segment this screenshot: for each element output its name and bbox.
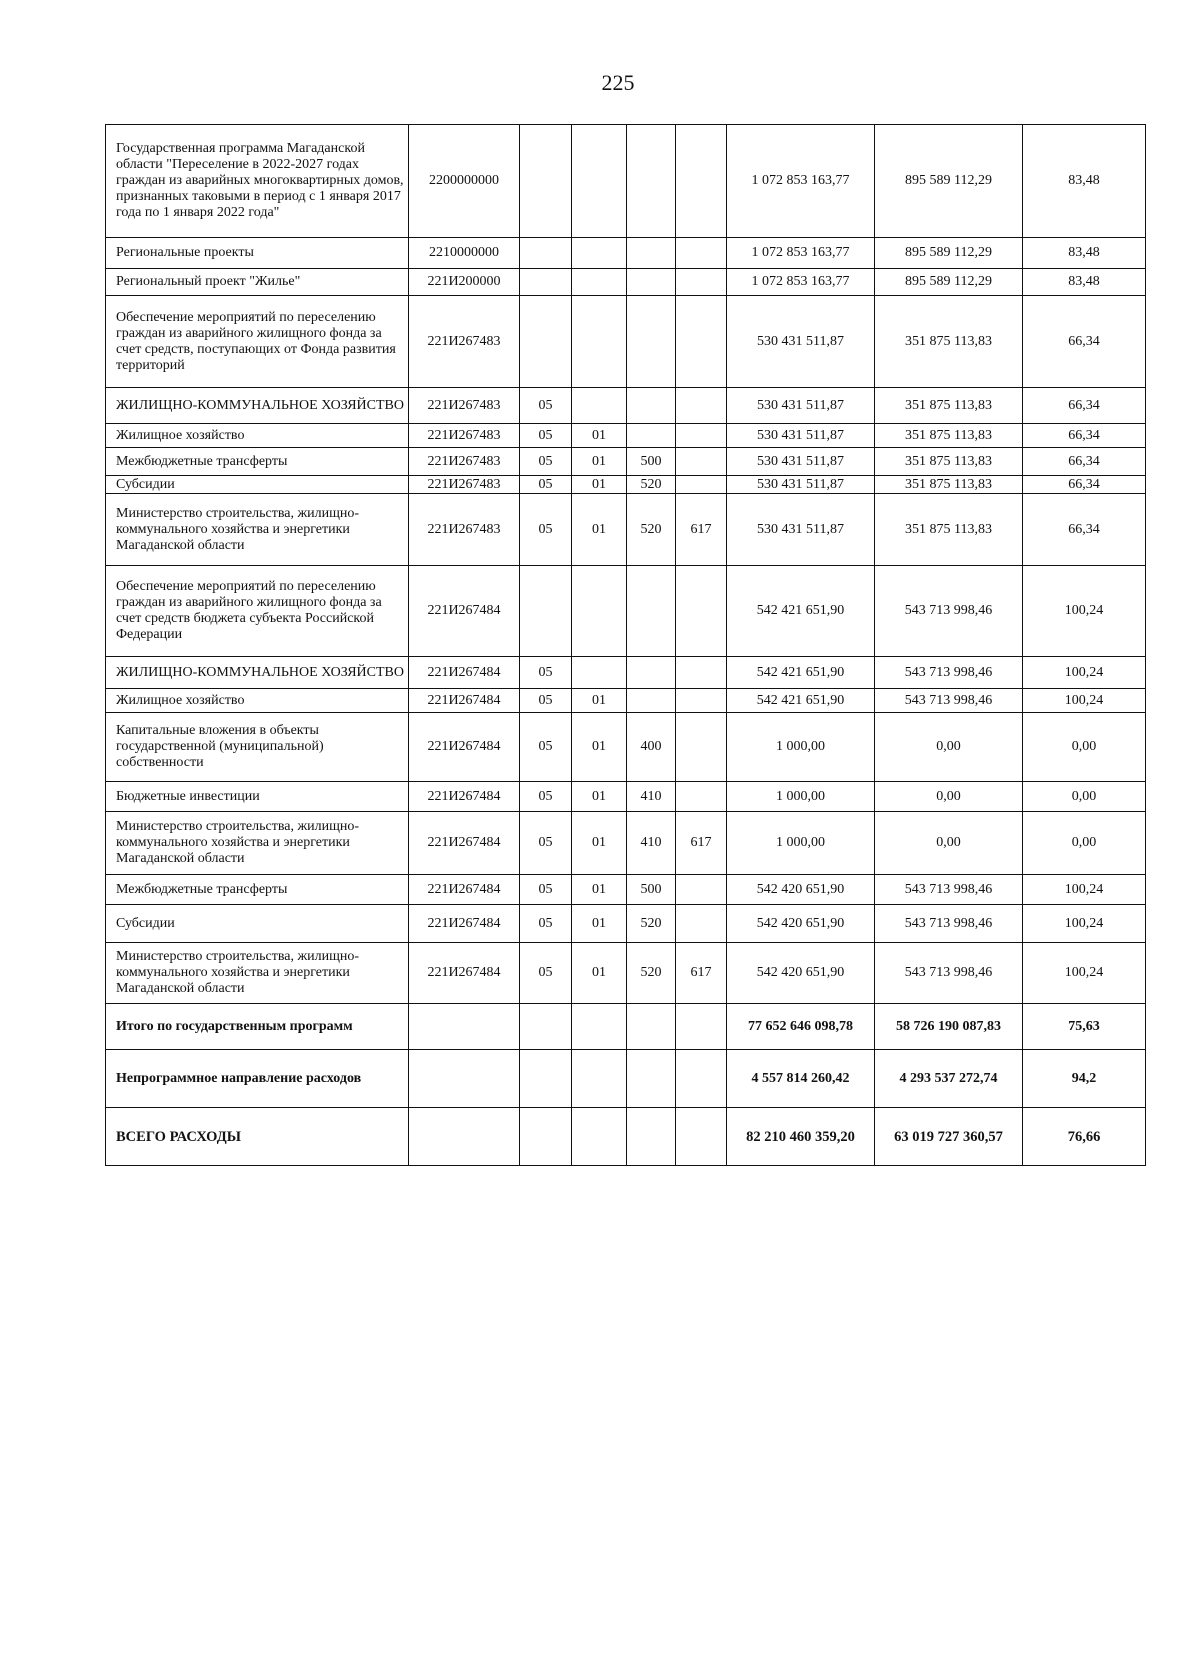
table-row bbox=[106, 905, 1146, 943]
planned-amount-cell: 1 000,00 bbox=[727, 812, 875, 875]
expense-type-code-cell bbox=[627, 424, 676, 448]
execution-percent-cell: 83,48 bbox=[1023, 125, 1146, 238]
subsection-code-cell bbox=[572, 269, 627, 296]
execution-percent-cell: 0,00 bbox=[1023, 713, 1146, 782]
row-name-cell: Межбюджетные трансферты bbox=[106, 875, 409, 905]
execution-percent-cell: 66,34 bbox=[1023, 296, 1146, 388]
table-row bbox=[106, 566, 1146, 657]
section-code-cell: 05 bbox=[520, 875, 572, 905]
planned-amount-cell: 1 000,00 bbox=[727, 713, 875, 782]
planned-amount-cell: 1 072 853 163,77 bbox=[727, 125, 875, 238]
actual-amount-cell: 543 713 998,46 bbox=[875, 905, 1023, 943]
csr-code-cell: 221И267484 bbox=[409, 566, 520, 657]
csr-code-cell: 2200000000 bbox=[409, 125, 520, 238]
actual-amount-cell: 895 589 112,29 bbox=[875, 125, 1023, 238]
csr-code-cell: 221И267484 bbox=[409, 713, 520, 782]
row-name-cell: Обеспечение мероприятий по переселению граждан из аварийного жилищного фонда за счет средств бюджета субъекта Российской Федерации bbox=[106, 566, 409, 657]
administrator-code-cell bbox=[676, 388, 727, 424]
csr-code-cell bbox=[409, 1050, 520, 1108]
execution-percent-cell: 100,24 bbox=[1023, 943, 1146, 1004]
table-row bbox=[106, 448, 1146, 476]
section-code-cell: 05 bbox=[520, 657, 572, 689]
subsection-code-cell: 01 bbox=[572, 424, 627, 448]
actual-amount-cell: 0,00 bbox=[875, 713, 1023, 782]
administrator-code-cell: 617 bbox=[676, 812, 727, 875]
section-code-cell: 05 bbox=[520, 713, 572, 782]
actual-amount-cell: 58 726 190 087,83 bbox=[875, 1004, 1023, 1050]
section-code-cell: 05 bbox=[520, 905, 572, 943]
subsection-code-cell: 01 bbox=[572, 494, 627, 566]
planned-amount-cell: 530 431 511,87 bbox=[727, 494, 875, 566]
planned-amount-cell: 542 420 651,90 bbox=[727, 875, 875, 905]
expense-type-code-cell bbox=[627, 657, 676, 689]
table-row bbox=[106, 689, 1146, 713]
row-name-cell: Итого по государственным программ bbox=[106, 1004, 409, 1050]
subsection-code-cell: 01 bbox=[572, 476, 627, 494]
expense-type-code-cell bbox=[627, 388, 676, 424]
section-code-cell: 05 bbox=[520, 812, 572, 875]
actual-amount-cell: 351 875 113,83 bbox=[875, 424, 1023, 448]
expenditure-table bbox=[105, 124, 1146, 1166]
execution-percent-cell: 83,48 bbox=[1023, 238, 1146, 269]
expense-type-code-cell: 520 bbox=[627, 905, 676, 943]
administrator-code-cell bbox=[676, 905, 727, 943]
row-name-cell: Жилищное хозяйство bbox=[106, 689, 409, 713]
administrator-code-cell bbox=[676, 875, 727, 905]
planned-amount-cell: 530 431 511,87 bbox=[727, 476, 875, 494]
csr-code-cell: 221И267484 bbox=[409, 943, 520, 1004]
subsection-code-cell bbox=[572, 657, 627, 689]
csr-code-cell: 221И267484 bbox=[409, 782, 520, 812]
administrator-code-cell bbox=[676, 476, 727, 494]
administrator-code-cell bbox=[676, 782, 727, 812]
expense-type-code-cell: 520 bbox=[627, 494, 676, 566]
row-name-cell: Министерство строительства, жилищно-коммунального хозяйства и энергетики Магаданской области bbox=[106, 943, 409, 1004]
csr-code-cell: 221И267484 bbox=[409, 689, 520, 713]
execution-percent-cell: 83,48 bbox=[1023, 269, 1146, 296]
administrator-code-cell bbox=[676, 689, 727, 713]
actual-amount-cell: 895 589 112,29 bbox=[875, 238, 1023, 269]
row-name-cell: ЖИЛИЩНО-КОММУНАЛЬНОЕ ХОЗЯЙСТВО bbox=[106, 388, 409, 424]
total-row bbox=[106, 1004, 1146, 1050]
expense-type-code-cell: 500 bbox=[627, 448, 676, 476]
administrator-code-cell bbox=[676, 296, 727, 388]
administrator-code-cell bbox=[676, 657, 727, 689]
actual-amount-cell: 63 019 727 360,57 bbox=[875, 1108, 1023, 1166]
administrator-code-cell bbox=[676, 448, 727, 476]
subsection-code-cell bbox=[572, 238, 627, 269]
execution-percent-cell: 0,00 bbox=[1023, 782, 1146, 812]
expense-type-code-cell: 520 bbox=[627, 476, 676, 494]
expense-type-code-cell: 400 bbox=[627, 713, 676, 782]
section-code-cell: 05 bbox=[520, 494, 572, 566]
administrator-code-cell: 617 bbox=[676, 494, 727, 566]
table-row bbox=[106, 812, 1146, 875]
subsection-code-cell bbox=[572, 125, 627, 238]
expense-type-code-cell bbox=[627, 566, 676, 657]
administrator-code-cell bbox=[676, 1050, 727, 1108]
subsection-code-cell bbox=[572, 1050, 627, 1108]
expense-type-code-cell bbox=[627, 238, 676, 269]
subsection-code-cell bbox=[572, 566, 627, 657]
planned-amount-cell: 4 557 814 260,42 bbox=[727, 1050, 875, 1108]
subsection-code-cell bbox=[572, 296, 627, 388]
table-row bbox=[106, 388, 1146, 424]
expense-type-code-cell: 410 bbox=[627, 812, 676, 875]
subsection-code-cell: 01 bbox=[572, 943, 627, 1004]
planned-amount-cell: 542 420 651,90 bbox=[727, 905, 875, 943]
section-code-cell: 05 bbox=[520, 448, 572, 476]
table-row bbox=[106, 424, 1146, 448]
row-name-cell: Непрограммное направление расходов bbox=[106, 1050, 409, 1108]
actual-amount-cell: 543 713 998,46 bbox=[875, 875, 1023, 905]
planned-amount-cell: 530 431 511,87 bbox=[727, 388, 875, 424]
total-row bbox=[106, 1108, 1146, 1166]
row-name-cell: Обеспечение мероприятий по переселению граждан из аварийного жилищного фонда за счет средств, поступающих от Фонда развития территорий bbox=[106, 296, 409, 388]
section-code-cell bbox=[520, 1108, 572, 1166]
administrator-code-cell bbox=[676, 1004, 727, 1050]
csr-code-cell: 221И200000 bbox=[409, 269, 520, 296]
administrator-code-cell: 617 bbox=[676, 943, 727, 1004]
execution-percent-cell: 0,00 bbox=[1023, 812, 1146, 875]
execution-percent-cell: 94,2 bbox=[1023, 1050, 1146, 1108]
table-row bbox=[106, 476, 1146, 494]
execution-percent-cell: 66,34 bbox=[1023, 424, 1146, 448]
section-code-cell bbox=[520, 269, 572, 296]
csr-code-cell: 2210000000 bbox=[409, 238, 520, 269]
expense-type-code-cell bbox=[627, 1108, 676, 1166]
actual-amount-cell: 4 293 537 272,74 bbox=[875, 1050, 1023, 1108]
table-row bbox=[106, 269, 1146, 296]
csr-code-cell: 221И267484 bbox=[409, 875, 520, 905]
csr-code-cell: 221И267484 bbox=[409, 812, 520, 875]
actual-amount-cell: 351 875 113,83 bbox=[875, 388, 1023, 424]
actual-amount-cell: 543 713 998,46 bbox=[875, 566, 1023, 657]
table-row bbox=[106, 875, 1146, 905]
section-code-cell bbox=[520, 1004, 572, 1050]
row-name-cell: Капитальные вложения в объекты государственной (муниципальной) собственности bbox=[106, 713, 409, 782]
row-name-cell: Бюджетные инвестиции bbox=[106, 782, 409, 812]
planned-amount-cell: 1 000,00 bbox=[727, 782, 875, 812]
table-row bbox=[106, 125, 1146, 238]
actual-amount-cell: 895 589 112,29 bbox=[875, 269, 1023, 296]
expense-type-code-cell bbox=[627, 1050, 676, 1108]
administrator-code-cell bbox=[676, 566, 727, 657]
planned-amount-cell: 542 421 651,90 bbox=[727, 657, 875, 689]
expense-type-code-cell: 520 bbox=[627, 943, 676, 1004]
execution-percent-cell: 66,34 bbox=[1023, 388, 1146, 424]
execution-percent-cell: 66,34 bbox=[1023, 476, 1146, 494]
subsection-code-cell: 01 bbox=[572, 812, 627, 875]
planned-amount-cell: 530 431 511,87 bbox=[727, 448, 875, 476]
row-name-cell: Региональный проект "Жилье" bbox=[106, 269, 409, 296]
execution-percent-cell: 100,24 bbox=[1023, 875, 1146, 905]
csr-code-cell: 221И267483 bbox=[409, 388, 520, 424]
execution-percent-cell: 66,34 bbox=[1023, 494, 1146, 566]
table-row bbox=[106, 238, 1146, 269]
page-number: 225 bbox=[601, 70, 635, 95]
section-code-cell: 05 bbox=[520, 388, 572, 424]
administrator-code-cell bbox=[676, 424, 727, 448]
administrator-code-cell bbox=[676, 238, 727, 269]
subsection-code-cell bbox=[572, 1004, 627, 1050]
section-code-cell bbox=[520, 238, 572, 269]
execution-percent-cell: 100,24 bbox=[1023, 566, 1146, 657]
actual-amount-cell: 543 713 998,46 bbox=[875, 657, 1023, 689]
expense-type-code-cell: 410 bbox=[627, 782, 676, 812]
table-row bbox=[106, 657, 1146, 689]
planned-amount-cell: 530 431 511,87 bbox=[727, 424, 875, 448]
section-code-cell bbox=[520, 296, 572, 388]
expense-type-code-cell: 500 bbox=[627, 875, 676, 905]
subsection-code-cell: 01 bbox=[572, 448, 627, 476]
execution-percent-cell: 75,63 bbox=[1023, 1004, 1146, 1050]
csr-code-cell bbox=[409, 1004, 520, 1050]
expense-type-code-cell bbox=[627, 1004, 676, 1050]
table-row bbox=[106, 943, 1146, 1004]
execution-percent-cell: 100,24 bbox=[1023, 905, 1146, 943]
expense-type-code-cell bbox=[627, 296, 676, 388]
csr-code-cell bbox=[409, 1108, 520, 1166]
planned-amount-cell: 1 072 853 163,77 bbox=[727, 238, 875, 269]
planned-amount-cell: 542 421 651,90 bbox=[727, 689, 875, 713]
planned-amount-cell: 82 210 460 359,20 bbox=[727, 1108, 875, 1166]
subsection-code-cell: 01 bbox=[572, 713, 627, 782]
administrator-code-cell bbox=[676, 1108, 727, 1166]
csr-code-cell: 221И267483 bbox=[409, 296, 520, 388]
row-name-cell: Субсидии bbox=[106, 905, 409, 943]
row-name-cell: Субсидии bbox=[106, 476, 409, 494]
csr-code-cell: 221И267483 bbox=[409, 424, 520, 448]
expense-type-code-cell bbox=[627, 689, 676, 713]
subsection-code-cell: 01 bbox=[572, 782, 627, 812]
actual-amount-cell: 0,00 bbox=[875, 812, 1023, 875]
expense-type-code-cell bbox=[627, 125, 676, 238]
actual-amount-cell: 543 713 998,46 bbox=[875, 689, 1023, 713]
row-name-cell: ЖИЛИЩНО-КОММУНАЛЬНОЕ ХОЗЯЙСТВО bbox=[106, 657, 409, 689]
actual-amount-cell: 351 875 113,83 bbox=[875, 476, 1023, 494]
row-name-cell: Министерство строительства, жилищно-коммунального хозяйства и энергетики Магаданской области bbox=[106, 494, 409, 566]
subsection-code-cell: 01 bbox=[572, 875, 627, 905]
expense-type-code-cell bbox=[627, 269, 676, 296]
section-code-cell bbox=[520, 125, 572, 238]
actual-amount-cell: 543 713 998,46 bbox=[875, 943, 1023, 1004]
execution-percent-cell: 66,34 bbox=[1023, 448, 1146, 476]
actual-amount-cell: 351 875 113,83 bbox=[875, 296, 1023, 388]
subsection-code-cell: 01 bbox=[572, 905, 627, 943]
section-code-cell: 05 bbox=[520, 943, 572, 1004]
planned-amount-cell: 542 420 651,90 bbox=[727, 943, 875, 1004]
total-row bbox=[106, 1050, 1146, 1108]
execution-percent-cell: 100,24 bbox=[1023, 689, 1146, 713]
csr-code-cell: 221И267483 bbox=[409, 494, 520, 566]
table-row bbox=[106, 296, 1146, 388]
planned-amount-cell: 530 431 511,87 bbox=[727, 296, 875, 388]
row-name-cell: Министерство строительства, жилищно-коммунального хозяйства и энергетики Магаданской области bbox=[106, 812, 409, 875]
subsection-code-cell bbox=[572, 1108, 627, 1166]
actual-amount-cell: 0,00 bbox=[875, 782, 1023, 812]
administrator-code-cell bbox=[676, 713, 727, 782]
administrator-code-cell bbox=[676, 125, 727, 238]
section-code-cell: 05 bbox=[520, 424, 572, 448]
csr-code-cell: 221И267483 bbox=[409, 476, 520, 494]
execution-percent-cell: 100,24 bbox=[1023, 657, 1146, 689]
planned-amount-cell: 77 652 646 098,78 bbox=[727, 1004, 875, 1050]
table-row bbox=[106, 713, 1146, 782]
subsection-code-cell: 01 bbox=[572, 689, 627, 713]
row-name-cell: Жилищное хозяйство bbox=[106, 424, 409, 448]
actual-amount-cell: 351 875 113,83 bbox=[875, 494, 1023, 566]
section-code-cell: 05 bbox=[520, 476, 572, 494]
subsection-code-cell bbox=[572, 388, 627, 424]
csr-code-cell: 221И267484 bbox=[409, 657, 520, 689]
section-code-cell bbox=[520, 1050, 572, 1108]
planned-amount-cell: 1 072 853 163,77 bbox=[727, 269, 875, 296]
row-name-cell: Государственная программа Магаданской области "Переселение в 2022-2027 годах граждан из аварийных многоквартирных домов, признанных таковыми в период с 1 января 2017 года по 1 января 2022 года" bbox=[106, 125, 409, 238]
row-name-cell: ВСЕГО РАСХОДЫ bbox=[106, 1108, 409, 1166]
csr-code-cell: 221И267483 bbox=[409, 448, 520, 476]
section-code-cell: 05 bbox=[520, 782, 572, 812]
row-name-cell: Межбюджетные трансферты bbox=[106, 448, 409, 476]
execution-percent-cell: 76,66 bbox=[1023, 1108, 1146, 1166]
section-code-cell: 05 bbox=[520, 689, 572, 713]
table-row bbox=[106, 494, 1146, 566]
planned-amount-cell: 542 421 651,90 bbox=[727, 566, 875, 657]
csr-code-cell: 221И267484 bbox=[409, 905, 520, 943]
section-code-cell bbox=[520, 566, 572, 657]
actual-amount-cell: 351 875 113,83 bbox=[875, 448, 1023, 476]
administrator-code-cell bbox=[676, 269, 727, 296]
row-name-cell: Региональные проекты bbox=[106, 238, 409, 269]
table-row bbox=[106, 782, 1146, 812]
